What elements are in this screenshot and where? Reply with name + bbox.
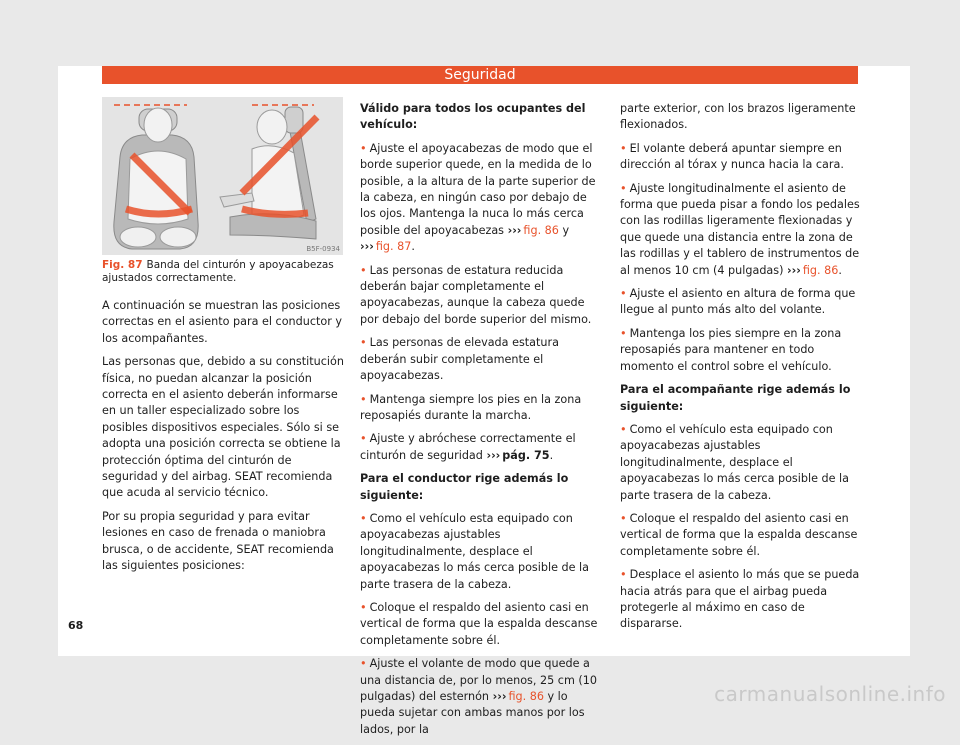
figure-number: Fig. 87: [102, 259, 143, 271]
bullet-icon: •: [620, 182, 627, 195]
section-heading: Para el acompañante rige además lo siguiente:: [620, 382, 865, 415]
figure-link[interactable]: fig. 86: [803, 264, 839, 277]
paragraph: parte exterior, con los brazos ligeramente flexionados.: [620, 101, 865, 134]
section-heading: Válido para todos los ocupantes del vehículo:: [360, 101, 605, 134]
bullet-item: • Ajuste el apoyacabezas de modo que el borde superior quede, en la medida de lo posible, a la altura de la parte superior de la cabeza, en ningún caso por debajo de los ojos. Mantenga la nuca lo más cerca posible del apoyacabezas ››› fig. 86 y ››› fig. 87.: [360, 141, 605, 256]
bullet-icon: •: [360, 264, 367, 277]
bullet-item: • El volante deberá apuntar siempre en dirección al tórax y nunca hacia la cara.: [620, 141, 865, 174]
bullet-icon: •: [360, 432, 367, 445]
figure-link[interactable]: fig. 86: [508, 690, 544, 703]
bullet-item: • Ajuste el asiento en altura de forma que llegue al punto más alto del volante.: [620, 286, 865, 319]
seat-illustration: [102, 97, 343, 255]
reference-arrows-icon: ›››: [493, 690, 507, 703]
bullet-item: • Mantenga siempre los pies en la zona reposapiés durante la marcha.: [360, 392, 605, 425]
bullet-item: • Ajuste el volante de modo que quede a una distancia de, por lo menos, 25 cm (10 pulgadas) del esternón ››› fig. 86 y lo pueda sujetar con ambas manos por los lados, por la: [360, 656, 605, 738]
bullet-item: • Ajuste y abróchese correctamente el cinturón de seguridad ››› pág. 75.: [360, 431, 605, 464]
bullet-icon: •: [620, 423, 627, 436]
reference-arrows-icon: ›››: [787, 264, 801, 277]
reference-arrows-icon: ›››: [360, 240, 374, 253]
section-title: Seguridad: [444, 67, 515, 83]
bullet-item: • Las personas de elevada estatura deberán subir completamente el apoyacabezas.: [360, 335, 605, 384]
figure-caption-text: Banda del cinturón y apoyacabezas ajustados correctamente.: [102, 259, 334, 284]
section-heading: Para el conductor rige además lo siguiente:: [360, 471, 605, 504]
bullet-item: • Como el vehículo esta equipado con apoyacabezas ajustables longitudinalmente, desplace el apoyacabezas lo más cerca posible de la parte trasera de la cabeza.: [620, 422, 865, 504]
column-3: [620, 101, 865, 640]
watermark: carmanualsonline.info: [714, 682, 946, 706]
bullet-icon: •: [620, 287, 627, 300]
figure-seat-illustration: [102, 97, 343, 255]
bullet-item: • Coloque el respaldo del asiento casi en vertical de forma que la espalda descanse completamente sobre él.: [360, 600, 605, 649]
bullet-icon: •: [620, 142, 627, 155]
bullet-item: • Como el vehículo esta equipado con apoyacabezas ajustables longitudinalmente, desplace el apoyacabezas lo más cerca posible de la parte trasera de la cabeza.: [360, 511, 605, 593]
bullet-icon: •: [360, 601, 367, 614]
bullet-icon: •: [360, 657, 367, 670]
paragraph: Por su propia seguridad y para evitar lesiones en caso de frenada o maniobra brusca, o de accidente, SEAT recomienda las siguientes posiciones:: [102, 509, 347, 575]
paragraph: Las personas que, debido a su constitución física, no puedan alcanzar la posición correcta en el asiento deberán informarse en un taller especializado sobre los posibles dispositivos especiales. Sólo si se adopta una posición correcta se obtiene la protección óptima del cinturón de seguridad y del airbag. SEAT recomienda que acuda al servicio técnico.: [102, 354, 347, 502]
bullet-icon: •: [360, 512, 367, 525]
figure-link[interactable]: fig. 87: [376, 240, 412, 253]
figure-code: B5F-0934: [306, 245, 340, 253]
reference-arrows-icon: ›››: [486, 449, 500, 462]
figure-link[interactable]: fig. 86: [523, 224, 559, 237]
column-1: [102, 298, 347, 582]
bullet-item: • Coloque el respaldo del asiento casi en vertical de forma que la espalda descanse completamente sobre él.: [620, 511, 865, 560]
bullet-item: • Desplace el asiento lo más que se pueda hacia atrás para que el airbag pueda protegerle al máximo en caso de dispararse.: [620, 567, 865, 633]
bullet-icon: •: [620, 568, 627, 581]
bullet-icon: •: [620, 512, 627, 525]
figure-caption: [102, 259, 343, 285]
section-header: [102, 66, 858, 84]
reference-arrows-icon: ›››: [508, 224, 522, 237]
bullet-item: • Ajuste longitudinalmente el asiento de forma que pueda pisar a fondo los pedales con las rodillas ligeramente flexionadas y que quede una distancia entre la zona de las rodillas y el tablero de instrumentos de al menos 10 cm (4 pulgadas) ››› fig. 86.: [620, 181, 865, 279]
paragraph: A continuación se muestran las posiciones correctas en el asiento para el conductor y los acompañantes.: [102, 298, 347, 347]
bullet-icon: •: [360, 142, 367, 155]
page-number: 68: [68, 619, 83, 632]
page-link[interactable]: pág. 75: [502, 449, 549, 462]
bullet-item: • Mantenga los pies siempre en la zona reposapiés para mantener en todo momento el control sobre el vehículo.: [620, 326, 865, 375]
bullet-icon: •: [620, 327, 627, 340]
bullet-icon: •: [360, 393, 367, 406]
bullet-icon: •: [360, 336, 367, 349]
column-2: [360, 101, 605, 745]
bullet-item: • Las personas de estatura reducida deberán bajar completamente el apoyacabezas, aunque la cabeza quede por debajo del borde superior del mismo.: [360, 263, 605, 329]
